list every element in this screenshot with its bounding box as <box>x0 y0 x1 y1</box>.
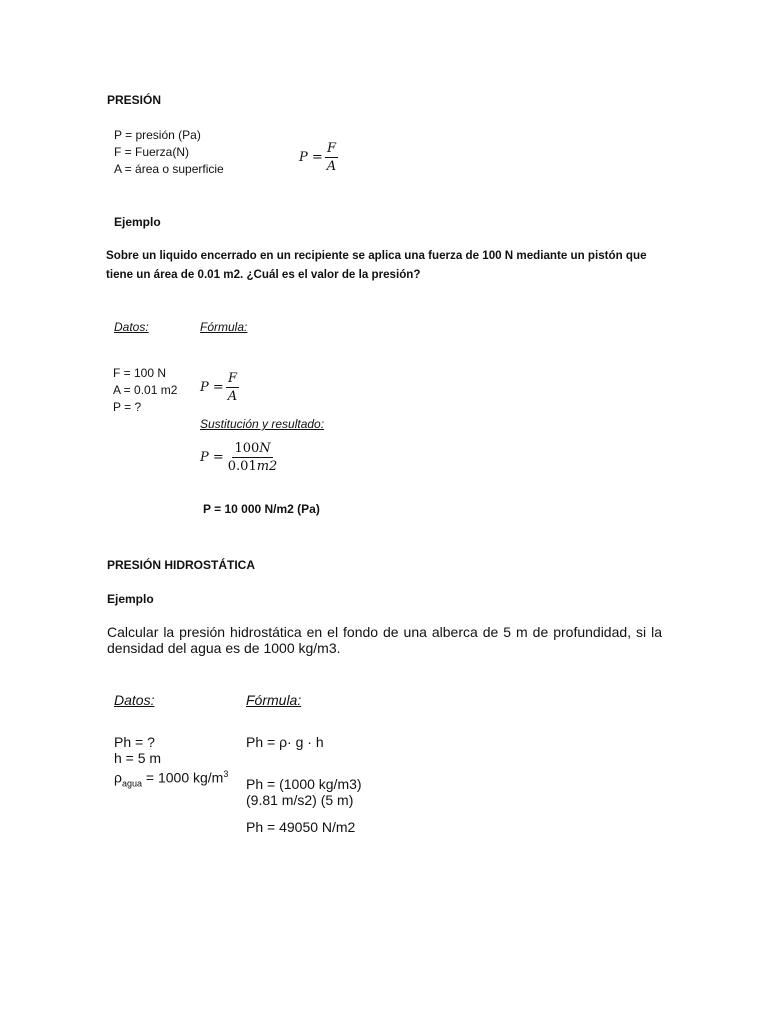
formula-fraction <box>325 141 338 174</box>
substitution-fraction <box>226 441 280 474</box>
numerator-unit: N <box>259 441 271 456</box>
numerator-value: 100 <box>234 441 260 456</box>
rho-symbol: ρ <box>114 769 122 786</box>
pressure-formula-2 <box>200 371 239 404</box>
definition-pressure: P = presión (Pa) <box>114 128 201 142</box>
dato-ph: Ph = ? <box>114 734 155 750</box>
formula-label-2: Fórmula: <box>246 692 302 708</box>
problem-text-line2: tiene un área de 0.01 m2. ¿Cuál es el valor de la presión? <box>106 268 421 281</box>
definition-area: A = área o superficie <box>114 162 224 176</box>
definition-force: F = Fuerza(N) <box>114 145 190 159</box>
hydrostatic-formula: Ph = ρ· g · h <box>246 734 324 750</box>
rho-subscript: agua <box>121 778 142 789</box>
formula-denominator: A <box>326 159 337 174</box>
example-label-1: Ejemplo <box>114 215 161 229</box>
substitution-formula <box>200 441 279 474</box>
formula2-fraction <box>226 371 239 404</box>
formula2-numerator: F <box>227 371 237 386</box>
density-value: = 1000 kg/m <box>142 769 224 786</box>
dato-depth: h = 5 m <box>114 750 162 766</box>
substitution-line2: (9.81 m/s2) (5 m) <box>246 792 354 808</box>
formula2-denominator: A <box>227 389 238 404</box>
formula-numerator: F <box>326 141 336 156</box>
datos-list-2 <box>114 734 228 791</box>
result-2: Ph = 49050 N/m2 <box>246 819 356 835</box>
formula-lhs: P = <box>299 150 323 165</box>
problem-text-2: Calcular la presión hidrostática en el fondo de una alberca de 5 m de profundidad, si la densidad del agua es de 1000 kg/m3. <box>107 624 662 656</box>
dato-density <box>114 766 228 791</box>
substitution-numerator <box>232 441 272 458</box>
definitions-list <box>114 127 224 178</box>
substitution-denominator <box>226 458 280 474</box>
dato-force: F = 100 N <box>113 366 167 380</box>
result-1: P = 10 000 N/m2 (Pa) <box>203 502 320 516</box>
datos-list-1 <box>113 365 177 416</box>
formula-label-1: Fórmula: <box>200 320 248 334</box>
problem-text-line1: Sobre un liquido encerrado en un recipiente se aplica una fuerza de 100 N mediante un pistón que <box>106 249 647 262</box>
substitution-lhs: P = <box>200 450 224 465</box>
example-label-2: Ejemplo <box>107 592 154 606</box>
density-exponent: 3 <box>223 769 229 779</box>
substitution-line1: Ph = (1000 kg/m3) <box>246 776 362 792</box>
datos-label-2: Datos: <box>114 692 155 708</box>
sustitucion-label: Sustitución y resultado: <box>200 417 325 431</box>
section-title-presion: PRESIÓN <box>107 93 162 107</box>
pressure-formula <box>299 141 338 174</box>
hydrostatic-substitution <box>246 776 362 808</box>
formula2-lhs: P = <box>200 380 224 395</box>
section-title-hidrostatica: PRESIÓN HIDROSTÁTICA <box>107 558 256 572</box>
denominator-value: 0.01 <box>227 459 257 474</box>
dato-area: A = 0.01 m2 <box>113 383 178 397</box>
datos-label-1: Datos: <box>114 320 149 334</box>
dato-pressure: P = ? <box>113 400 142 414</box>
denominator-unit: m2 <box>256 459 278 474</box>
